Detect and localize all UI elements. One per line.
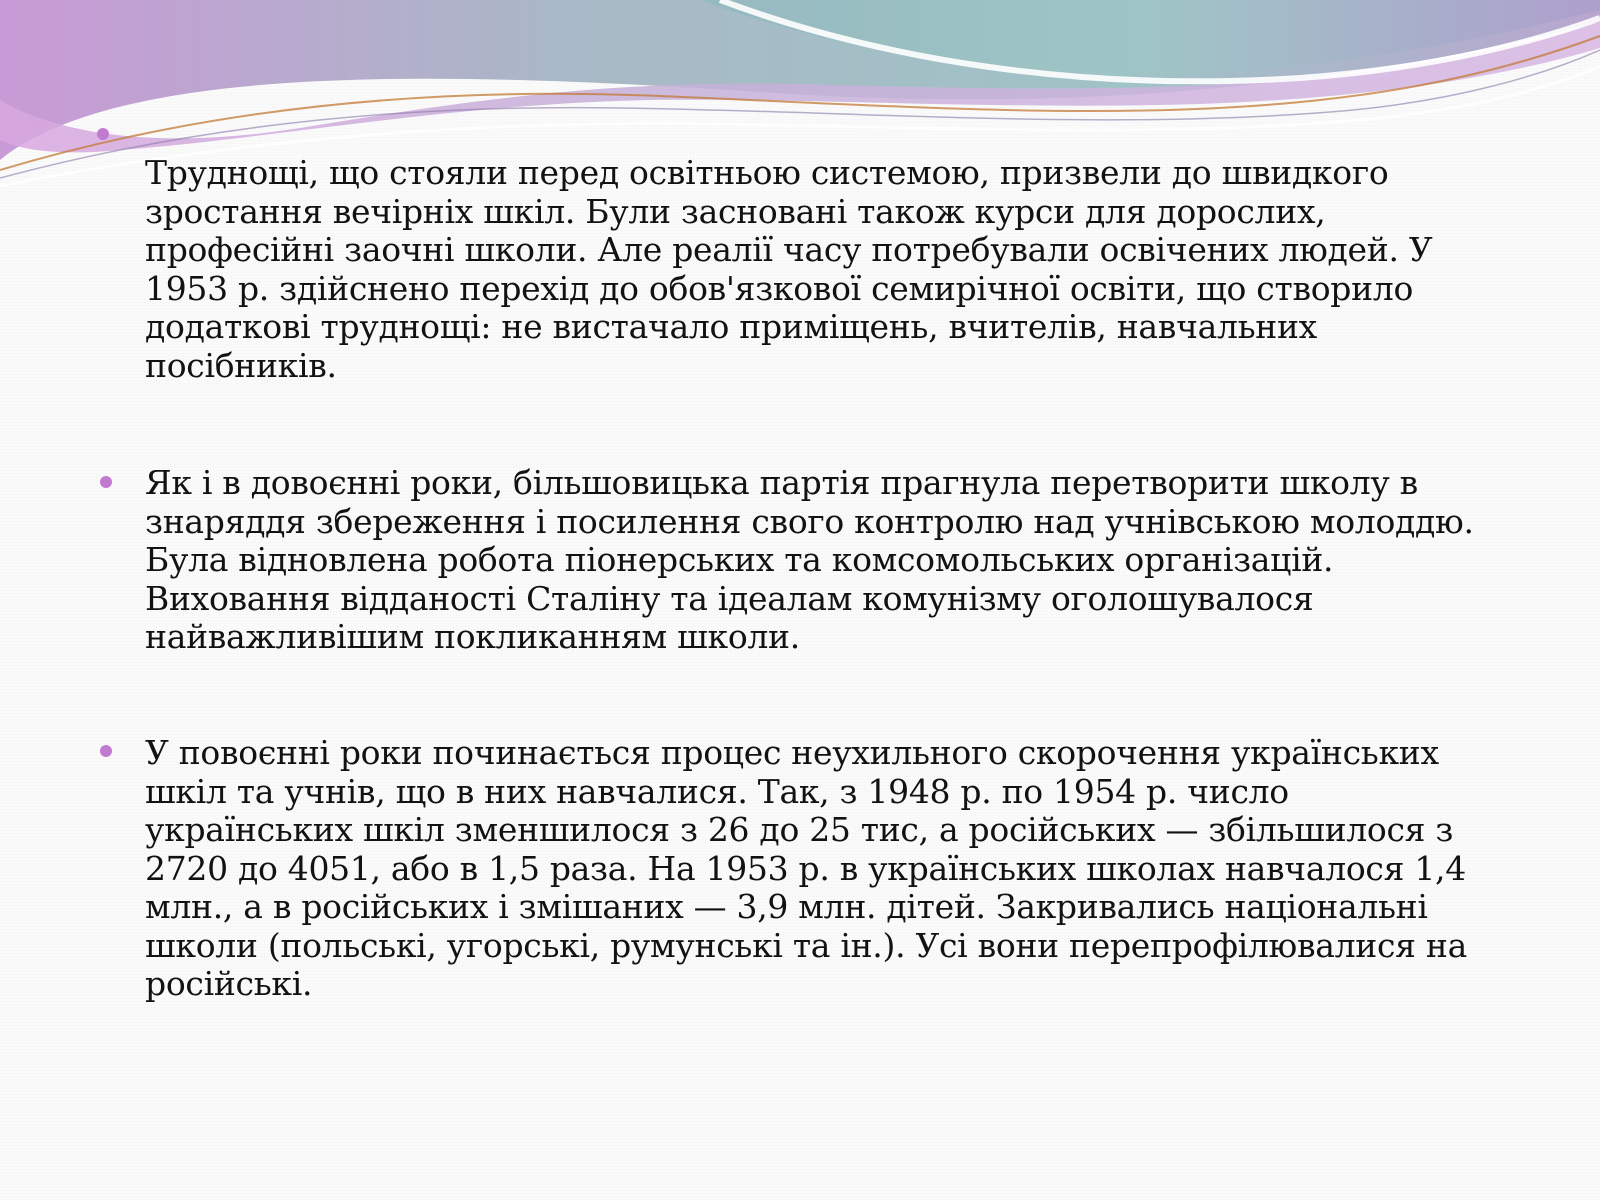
bullet-3	[100, 745, 112, 757]
bullet-1	[97, 128, 109, 140]
bullet-2	[100, 476, 112, 488]
paragraph-1: Труднощі, що стояли перед освітньою системою, призвели до швидкого зростання вечірніх шкіл. Були засновані також курси для дорослих, професійні заочні школи. Але реалії часу потребували освічених людей. У 1953 р. здійснено перехід до обов'язкової семирічної освіти, що створило додаткові труднощі: не вистачало приміщень, вчителів, навчальних посібників.	[145, 153, 1433, 385]
paragraph-3: У повоєнні роки починається процес неухильного скорочення українських шкіл та учнів, що в них навчалися. Так, з 1948 р. по 1954 р. число українських шкіл зменшилося з 26 до 25 тис, а російських — збільшилося з 2720 до 4051, або в 1,5 раза. На 1953 р. в українських школах навчалося 1,4 млн., а в російських і змішаних — 3,9 млн. дітей. Закривались національні школи (польські, угорські, румунські та ін.). Усі вони перепрофілювалися на російські.	[145, 733, 1467, 1003]
paragraph-2: Як і в довоєнні роки, більшовицька партія прагнула перетворити школу в знаряддя збереження і посилення свого контролю над учнівською молоддю. Була відновлена робота піонерських та комсомольських організацій. Виховання відданості Сталіну та ідеалам комунізму оголошувалося найважливішим покликанням школи.	[145, 463, 1474, 656]
